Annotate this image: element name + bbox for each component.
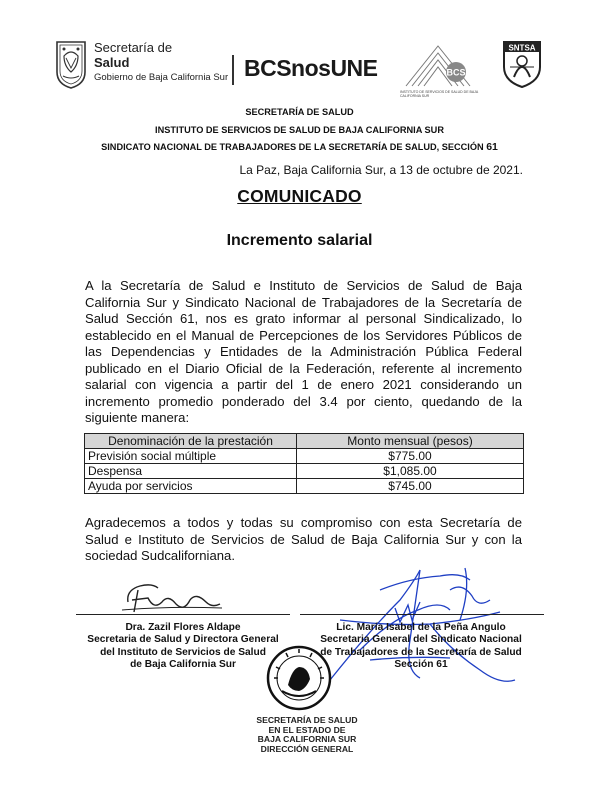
org-line-3 (0, 141, 599, 153)
secretaria-salud-logo (54, 38, 239, 94)
document-title: COMUNICADO (237, 186, 362, 206)
seal-stamp-line: BAJA CALIFORNIA SUR (257, 734, 357, 745)
table-header-cell: Monto mensual (pesos) (297, 434, 524, 449)
table-cell-amount: $745.00 (297, 479, 524, 494)
sntsa-letters: SNTSA (508, 43, 536, 53)
document-subtitle: Incremento salarial (226, 232, 373, 249)
secretaria-salud-text (94, 40, 228, 85)
table-cell-name: Previsión social múltiple (85, 449, 297, 464)
gobierno-line: Gobierno de Baja California Sur (94, 72, 229, 83)
left-signature-line (76, 614, 290, 615)
seal-stamp-line: SECRETARÍA DE SALUD (256, 715, 358, 725)
date-line: La Paz, Baja California Sur, a 13 de octubre de 2021. (239, 163, 523, 177)
header-divider (232, 55, 234, 85)
official-seal-icon (266, 645, 332, 711)
right-signatory (298, 622, 544, 672)
secretaria-line: Secretaría de (94, 40, 173, 55)
org-line-2: INSTITUTO DE SERVICIOS DE SALUD DE BAJA CALIFORNIA SUR (155, 125, 444, 135)
left-signatory-role: Secretaria de Salud y Directora General (87, 634, 279, 646)
table-cell-name: Ayuda por servicios (85, 479, 297, 494)
body-paragraph-1: A la Secretaría de Salud e Instituto de Servicios de Salud de Baja California Sur y Sindicato Nacional de Trabajadores de la Secretaría de Salud Sección 61, nos es grato informar al personal Sindicalizado, lo establecido en el Manual de Percepciones de los Servidores Públicos de las Dependencias y Entidades de la Administración Pública Federal publicado en el Diario Oficial de la Federación, referente al incremento salarial con vigencia a partir del 1 de enero 2021 considerando un incremento promedio ponderado del 3.4 por ciento, quedando de la siguiente manera: (85, 278, 522, 425)
isss-logo-caption: INSTITUTO DE SERVICIOS DE SALUD DE BAJA CALIFORNIA SUR (400, 90, 479, 98)
table-cell-amount: $1,085.00 (297, 464, 524, 479)
org-line-3-number: 61 (486, 141, 498, 153)
right-signatory-role: Sección 61 (394, 659, 448, 671)
right-signatory-role: Secretaria General del Sindicato Nacional (320, 634, 522, 646)
bcs-coat-of-arms-icon (54, 38, 88, 90)
table-row (85, 479, 524, 494)
left-signatory-name: Dra. Zazil Flores Aldape (125, 622, 241, 633)
table-header-row (85, 434, 524, 449)
right-signature-line (300, 614, 544, 615)
seal-stamp-line: EN EL ESTADO DE (268, 724, 346, 735)
left-handwritten-signature (118, 572, 228, 617)
right-signatory-name: Lic. María Isabel de la Peña Angulo (336, 622, 506, 633)
org-line-3-text: SINDICATO NACIONAL DE TRABAJADORES DE LA SECRETARÍA DE SALUD, SECCIÓN (101, 142, 484, 152)
seal-stamp-line: DIRECCIÓN GENERAL (260, 743, 354, 754)
table-header-cell: Denominación de la prestación (85, 434, 297, 449)
right-signatory-role: de Trabajadores de la Secretaría de Salud (320, 646, 522, 658)
org-line-1: SECRETARÍA DE SALUD (245, 107, 354, 117)
table-row (85, 464, 524, 479)
table-cell-amount: $775.00 (297, 449, 524, 464)
sntsa-logo (500, 37, 544, 89)
salud-line: Salud (94, 55, 130, 70)
left-signatory-role: de Baja California Sur (130, 659, 236, 671)
left-signatory (76, 622, 290, 672)
body-paragraph-2: Agradecemos a todos y todas su compromiso con esta Secretaría de Salud e Instituto de Servicios de Salud de Baja California Sur y con la sociedad Sudcaliforniana. (85, 515, 522, 563)
salary-table (84, 433, 524, 494)
isss-logo (398, 40, 488, 92)
table-row (85, 449, 524, 464)
table-cell-name: Despensa (85, 464, 297, 479)
seal-stamp-text (232, 716, 382, 754)
left-signatory-role: del Instituto de Servicios de Salud (100, 646, 266, 658)
bcs-slogan-logo: BCSnosUNE (244, 55, 378, 81)
isss-logo-letters: BCS (446, 67, 466, 78)
